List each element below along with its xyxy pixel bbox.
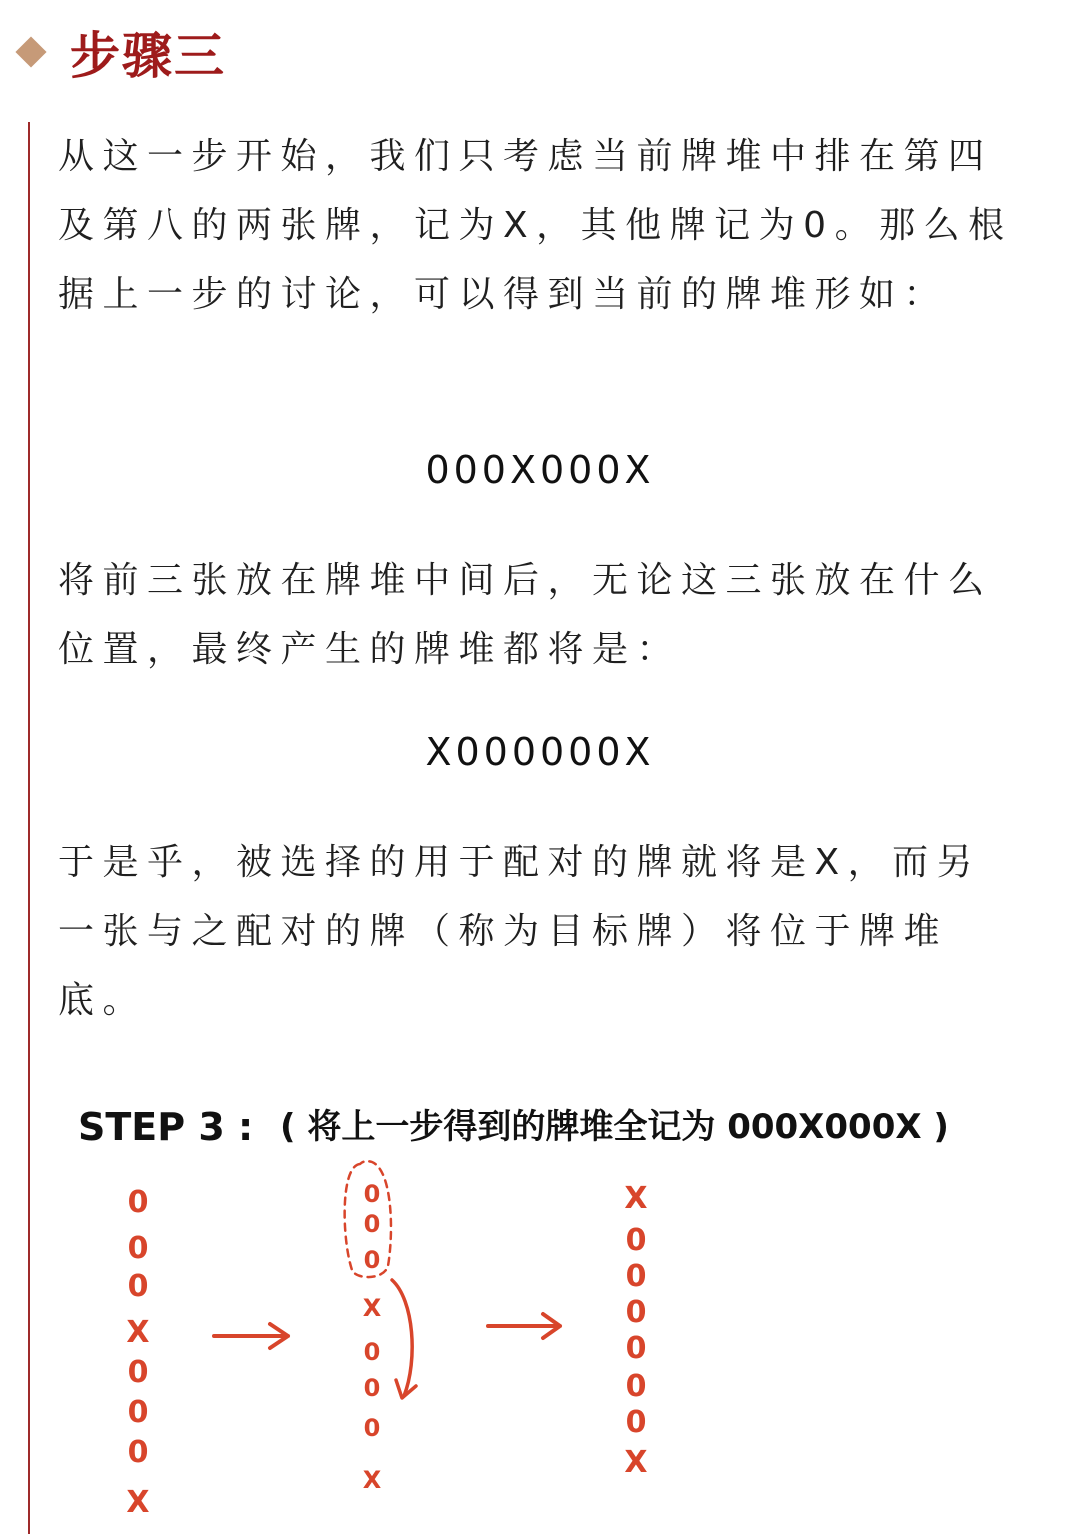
handwritten-sketch [0, 1060, 1080, 1534]
sketch-note: ( 将上一步得到的牌堆全记为 000X000X ) [280, 1107, 949, 1147]
col3-glyph: 0 [625, 1331, 647, 1366]
col2-glyph: 0 [363, 1414, 381, 1442]
diamond-bullet-icon [15, 36, 46, 67]
paragraph-conclusion: 于是乎，被选择的用于配对的牌就将是X，而另一张与之配对的牌（称为目标牌）将位于牌堆底。 [58, 842, 982, 1021]
col2-glyph: 0 [363, 1246, 381, 1274]
sketch-column-original [126, 1185, 149, 1520]
col1-glyph: X [126, 1315, 150, 1350]
col2-glyph: X [362, 1466, 382, 1494]
sequence-initial: 000X000X [425, 448, 655, 492]
col2-glyph: 0 [363, 1338, 381, 1366]
paragraph-intro: 从这一步开始，我们只考虑当前牌堆中排在第四及第八的两张牌，记为X，其他牌记为0。那么根据上一步的讨论，可以得到当前的牌堆形如： [58, 136, 1013, 315]
sketch-column-moved [363, 1180, 382, 1494]
col3-glyph: X [624, 1445, 648, 1480]
col3-glyph: 0 [625, 1369, 647, 1404]
section-title: 步骤三 [70, 27, 226, 85]
paragraph-middle: 将前三张放在牌堆中间后，无论这三张放在什么位置，最终产生的牌堆都将是： [58, 560, 993, 670]
col3-glyph: X [624, 1181, 648, 1216]
sketch-step-label: STEP 3 : [78, 1105, 254, 1149]
col3-glyph: 0 [625, 1405, 647, 1440]
right-arrow-icon [488, 1314, 560, 1338]
col2-glyph: 0 [363, 1180, 381, 1208]
section-heading [16, 20, 226, 84]
col2-glyph: 0 [363, 1374, 381, 1402]
col3-glyph: 0 [625, 1259, 647, 1294]
col3-glyph: 0 [625, 1223, 647, 1258]
col1-glyph: 0 [127, 1435, 149, 1470]
col2-glyph: 0 [363, 1210, 381, 1238]
col1-glyph: 0 [127, 1355, 149, 1390]
col2-glyph: X [362, 1294, 382, 1322]
col1-glyph: 0 [127, 1231, 149, 1266]
sketch-column-result [624, 1181, 647, 1480]
col1-glyph: X [126, 1485, 150, 1520]
sequence-final: X000000X [425, 730, 655, 774]
col1-glyph: 0 [127, 1269, 149, 1304]
right-arrow-icon [214, 1324, 288, 1348]
col1-glyph: 0 [127, 1185, 149, 1220]
col1-glyph: 0 [127, 1395, 149, 1430]
sketch-decorations [214, 1161, 560, 1398]
col3-glyph: 0 [625, 1295, 647, 1330]
